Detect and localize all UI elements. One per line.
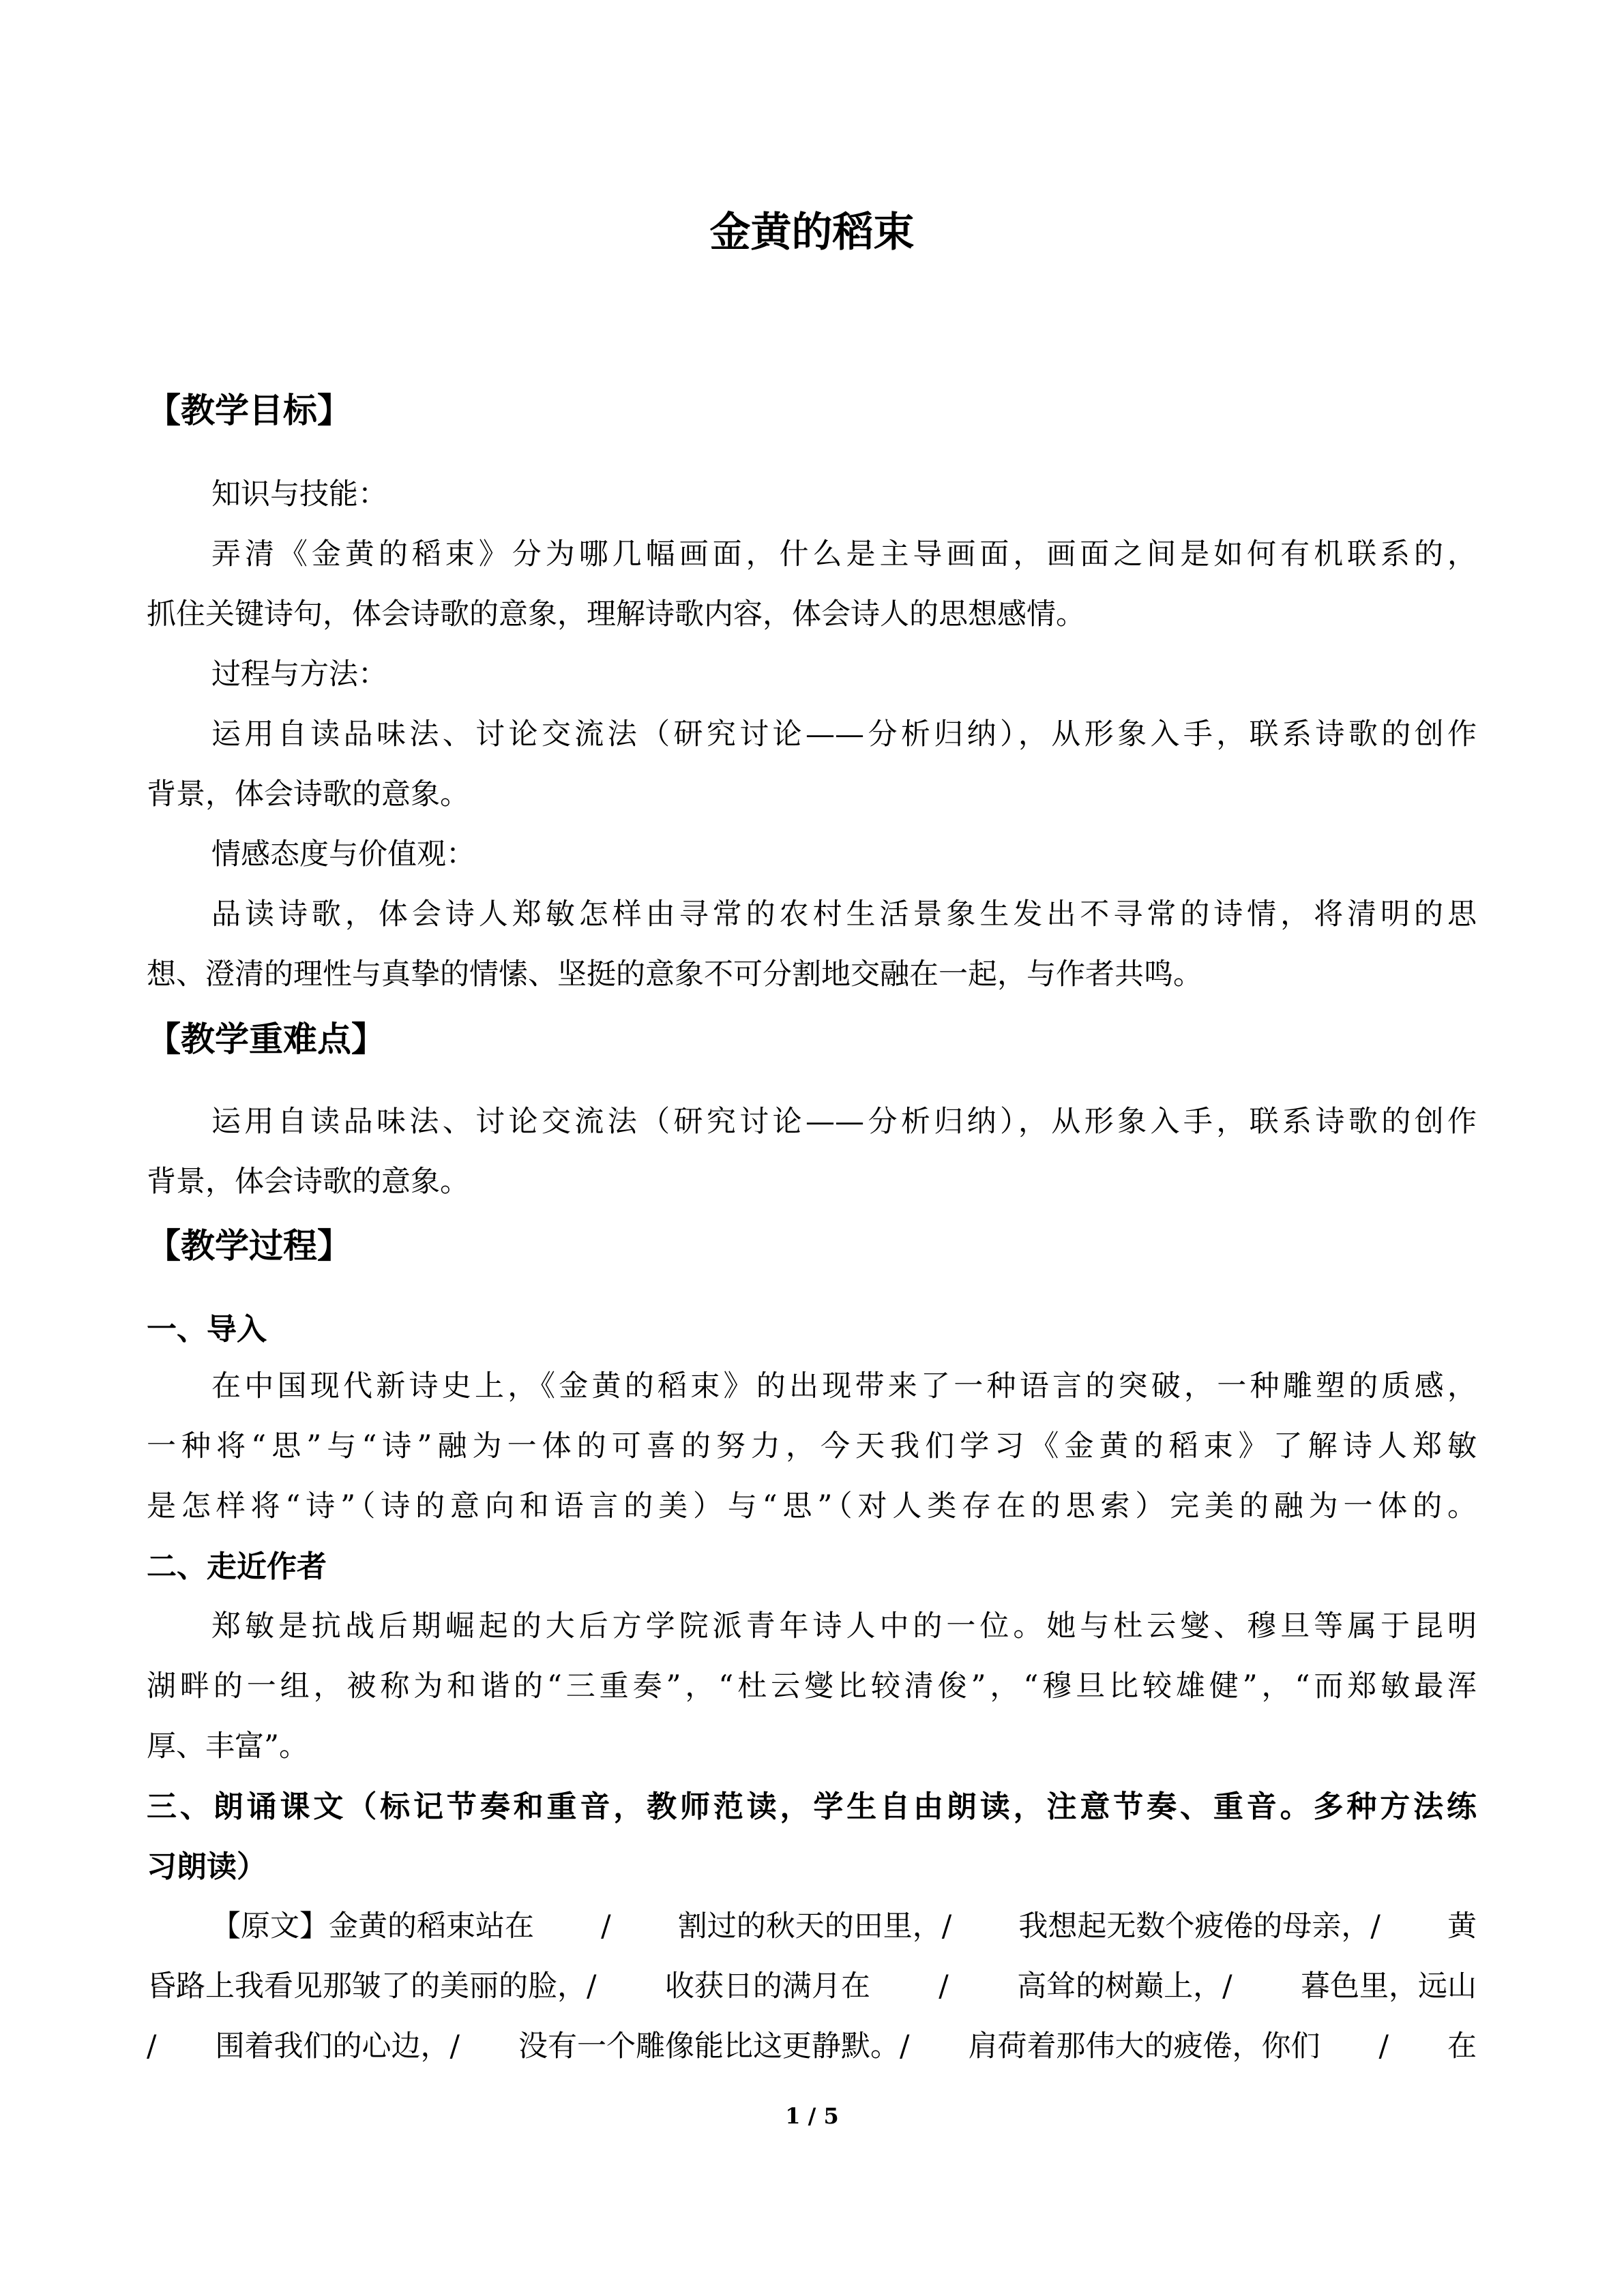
poem-line — [147, 2029, 1477, 2065]
sub-heading-author: 二、走近作者 — [147, 1549, 327, 1584]
poem-segment: 割过的秋天的田里，/ — [677, 1909, 952, 1943]
poem-segment: / — [939, 1969, 949, 2003]
knowledge-label: 知识与技能： — [211, 477, 387, 511]
poem-segment: / — [601, 1909, 611, 1943]
poem-segment: 昏路上我看见那皱了的美丽的脸，/ — [147, 1969, 597, 2003]
poem-segment: 没有一个雕像能比这更静默。/ — [518, 2029, 910, 2063]
paragraph-line: 在中国现代新诗史上，《金黄的稻束》的出现带来了一种语言的突破，一种雕塑的质感， — [211, 1369, 1477, 1403]
paragraph-line: 是怎样将“诗”（诗的意向和语言的美）与“思”（对人类存在的思索）完美的融为一体的。 — [147, 1489, 1477, 1523]
paragraph-line: 弄清《金黄的稻束》分为哪几幅画面，什么是主导画面，画面之间是如何有机联系的， — [211, 537, 1477, 571]
paragraph-line: 背景，体会诗歌的意象。 — [147, 1165, 469, 1199]
paragraph-line: 厚、丰富”。 — [147, 1729, 308, 1763]
paragraph-line: 背景，体会诗歌的意象。 — [147, 777, 469, 811]
paragraph-line: 郑敏是抗战后期崛起的大后方学院派青年诗人中的一位。她与杜云燮、穆旦等属于昆明 — [211, 1609, 1477, 1643]
sub-heading-recite-cont: 习朗读） — [147, 1849, 267, 1884]
poem-segment: 我想起无数个疲倦的母亲，/ — [1018, 1909, 1381, 1943]
poem-segment: 在 — [1447, 2029, 1477, 2063]
poem-segment: 高耸的树巅上，/ — [1017, 1969, 1232, 2003]
sub-heading-recite: 三、朗诵课文（标记节奏和重音，教师范读，学生自由朗读，注意节奏、重音。多种方法练 — [147, 1789, 1477, 1824]
poem-segment: / — [1378, 2029, 1389, 2063]
paragraph-line: 抓住关键诗句，体会诗歌的意象，理解诗歌内容，体会诗人的思想感情。 — [147, 597, 1085, 631]
page-title: 金黄的稻束 — [709, 209, 915, 256]
poem-line — [147, 1969, 1477, 2005]
poem-segment: 肩荷着那伟大的疲倦，你们 — [968, 2029, 1320, 2063]
paragraph-line: 想、澄清的理性与真挚的情愫、坚挺的意象不可分割地交融在一起，与作者共鸣。 — [147, 957, 1202, 992]
poem-segment: 围着我们的心边，/ — [215, 2029, 460, 2063]
method-label: 过程与方法： — [211, 657, 387, 691]
paragraph-line: 运用自读品味法、讨论交流法（研究讨论——分析归纳），从形象入手，联系诗歌的创作 — [211, 717, 1477, 751]
section-heading-objectives: 【教学目标】 — [147, 391, 351, 430]
page-number: 1 / 5 — [785, 2103, 839, 2129]
poem-segment: 黄 — [1447, 1909, 1477, 1943]
poem-segment: / — [147, 2029, 157, 2063]
poem-segment: 收获日的满月在 — [664, 1969, 870, 2003]
section-heading-process: 【教学过程】 — [147, 1226, 351, 1266]
paragraph-line: 一种将“思”与“诗”融为一体的可喜的努力，今天我们学习《金黄的稻束》了解诗人郑敏 — [147, 1429, 1477, 1463]
poem-segment: 暮色里，远山 — [1301, 1969, 1477, 2003]
poem-line — [211, 1909, 1477, 1945]
poem-segment: 【原文】金黄的稻束站在 — [211, 1909, 534, 1943]
emotion-label: 情感态度与价值观： — [211, 837, 475, 871]
paragraph-line: 运用自读品味法、讨论交流法（研究讨论——分析归纳），从形象入手，联系诗歌的创作 — [211, 1105, 1477, 1139]
sub-heading-intro: 一、导入 — [147, 1312, 267, 1347]
section-heading-key-points: 【教学重难点】 — [147, 1019, 385, 1059]
paragraph-line: 湖畔的一组，被称为和谐的“三重奏”，“杜云燮比较清俊”，“穆旦比较雄健”，“而郑敏最浑 — [147, 1669, 1477, 1703]
paragraph-line: 品读诗歌，体会诗人郑敏怎样由寻常的农村生活景象生发出不寻常的诗情，将清明的思 — [211, 897, 1477, 931]
